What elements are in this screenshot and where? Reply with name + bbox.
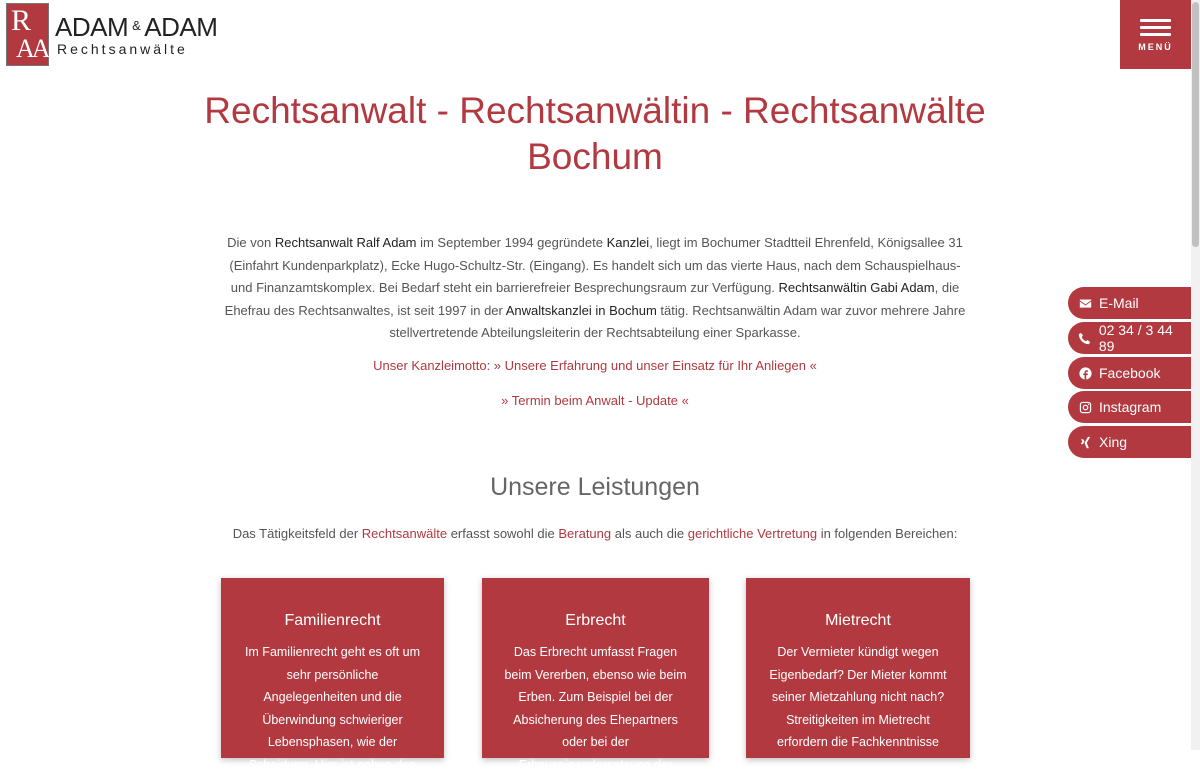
hamburger-icon — [1140, 19, 1171, 36]
service-card-familienrecht[interactable] — [221, 578, 444, 772]
menu-label: MENÜ — [1138, 42, 1173, 52]
side-button-instagram[interactable] — [1068, 391, 1191, 423]
intro-text: Die von — [227, 235, 275, 250]
logo-title-left: ADAM — [55, 12, 129, 42]
intro-text: , liegt im Bochumer Stadtteil Ehrenfeld, Königsallee 31 (Einfahrt Kundenparkplatz), Ecke Hugo-Schultz-Str. (Eingang). Es handelt sich um das vierte Haus, nach dem Schauspielhaus- und Finanzamtskomplex. Bei Bedarf steht ein barrierefreier Besprechungsraum zur Verfügung. — [229, 235, 963, 296]
service-card-erbrecht[interactable] — [482, 578, 709, 772]
instagram-icon — [1078, 400, 1092, 414]
link-rechtsanwaelte[interactable]: Rechtsanwälte — [361, 526, 448, 541]
intro-strong-gabi: Rechtsanwältin Gabi Adam — [778, 280, 935, 296]
intro-strong-anwaltskanzlei: Anwaltskanzlei in Bochum — [505, 302, 657, 318]
scrollbar[interactable] — [1191, 0, 1200, 750]
logo-subtitle: Rechtsanwälte — [57, 41, 188, 57]
service-card-text: Das Erbrecht umfasst Fragen beim Vererben, ebenso wie beim Erben. Zum Beispiel bei der Absicherung des Ehepartners oder bei der Erbauseinandersetzung der — [504, 645, 687, 772]
phone-icon — [1078, 331, 1092, 345]
page-title — [0, 88, 1190, 180]
side-button-facebook[interactable] — [1068, 357, 1191, 389]
services-intro-text: als auch die — [611, 526, 688, 541]
intro-strong-ralf: Rechtsanwalt Ralf Adam — [274, 235, 417, 250]
service-card-text: Im Familienrecht geht es oft um sehr persönliche Angelegenheiten und die Überwindung schwieriger Lebensphasen, wie der Scheidung. Hier ist neben den — [244, 645, 421, 772]
service-card-title: Familienrecht — [284, 612, 381, 629]
facebook-icon — [1078, 366, 1092, 380]
side-button-phone[interactable] — [1068, 322, 1191, 354]
link-gerichtliche-vertretung[interactable]: gerichtliche Vertretung — [687, 526, 818, 541]
envelope-icon — [1078, 296, 1092, 310]
logo-title-right: ADAM — [144, 12, 218, 42]
logo[interactable] — [6, 3, 217, 66]
service-card-title: Mietrecht — [825, 612, 891, 629]
termin-link[interactable]: » Termin beim Anwalt - Update « — [501, 393, 689, 408]
menu-button[interactable] — [1120, 0, 1191, 69]
intro-strong-kanzlei: Kanzlei — [606, 235, 650, 250]
logo-text — [55, 12, 217, 57]
services-intro-text: erfasst sowohl die — [447, 526, 559, 541]
service-card-mietrecht[interactable] — [746, 578, 970, 758]
services-intro-text: in folgenden Bereichen: — [817, 526, 958, 541]
intro-text: , die Ehefrau des Rechtsanwaltes, ist seit 1997 in der — [224, 280, 960, 318]
logo-mark — [6, 3, 49, 66]
services-title: Unsere Leistungen — [490, 473, 700, 501]
intro-paragraph — [222, 232, 968, 345]
side-button-xing[interactable] — [1068, 426, 1191, 458]
logo-title-amp: & — [132, 18, 141, 33]
service-card-title: Erbrecht — [565, 612, 626, 629]
link-beratung[interactable]: Beratung — [558, 526, 612, 541]
intro-text: im September 1994 gegründete — [416, 235, 607, 250]
side-button-label: Xing — [1099, 434, 1128, 450]
page-title-line2: Bochum — [527, 136, 663, 177]
xing-icon — [1078, 435, 1092, 449]
logo-letter-r: R — [11, 4, 32, 37]
services-intro — [0, 526, 1190, 541]
side-button-label: Instagram — [1099, 399, 1162, 415]
logo-letters-aa: AA — [16, 34, 48, 63]
page-title-line1: Rechtsanwalt - Rechtsanwältin - Rechtsanwälte — [204, 90, 986, 131]
logo-title — [55, 12, 217, 41]
side-button-label: Facebook — [1099, 365, 1161, 381]
kanzlei-motto: Unser Kanzleimotto: » Unsere Erfahrung und unser Einsatz für Ihr Anliegen « — [373, 358, 817, 373]
service-card-text: Der Vermieter kündigt wegen Eigenbedarf? Der Mieter kommt seiner Mietzahlung nicht nach? Streitigkeiten im Mietrecht erfordern die Fachkenntnisse — [769, 645, 947, 750]
side-button-label: E-Mail — [1099, 295, 1139, 311]
side-button-label: 02 34 / 3 44 89 — [1098, 322, 1173, 354]
services-intro-text: Das Tätigkeitsfeld der — [232, 526, 362, 541]
intro-text: tätig. Rechtsanwältin Adam war zuvor mehrere Jahre stellvertretende Abteilungsleiterin der Rechtsabteilung einer Sparkasse. — [389, 302, 966, 341]
scrollbar-thumb[interactable] — [1192, 2, 1199, 247]
side-button-email[interactable] — [1068, 287, 1191, 319]
